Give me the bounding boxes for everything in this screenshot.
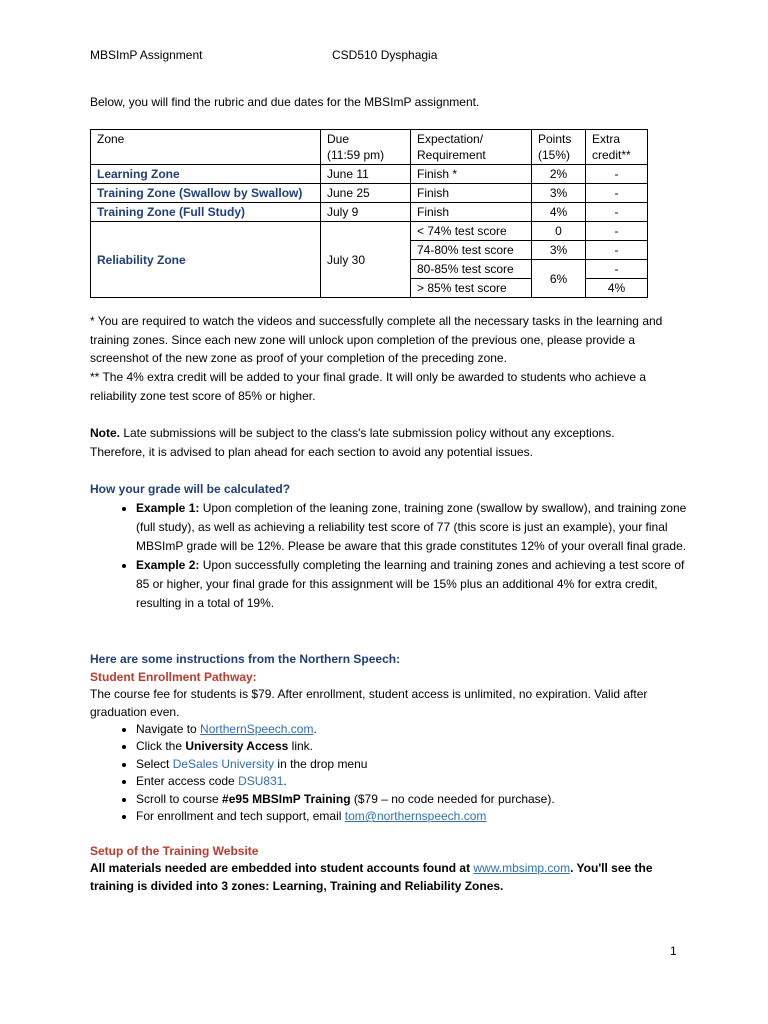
example-text: Upon completion of the leaning zone, training zone (swallow by swallow), and training zone (full study), as well as achieving a reliability test score of 77 (this score is just an example), your final MBSImP grade will be 12%. Please be aware that this grade constitutes 12% of your overall final grade.: [136, 501, 687, 553]
list-item: • Select DeSales University in the drop menu: [136, 756, 696, 773]
points-cell: 0: [532, 222, 586, 241]
extra-cell: -: [586, 241, 648, 260]
intro-text: Below, you will find the rubric and due dates for the MBSImP assignment.: [90, 95, 480, 109]
enrollment-heading: Student Enrollment Pathway:: [90, 670, 257, 684]
page-number: 1: [670, 944, 677, 958]
footnote-double-star: ** The 4% extra credit will be added to your final grade. It will only be awarded to students who achieve a reliability zone test score of 85% or higher.: [90, 370, 647, 403]
requirement-cell: < 74% test score: [411, 222, 532, 241]
northernspeech-link[interactable]: NorthernSpeech.com: [200, 722, 314, 736]
table-row: [91, 222, 648, 241]
points-cell: 3%: [532, 184, 586, 203]
note-text: Late submissions will be subject to the class's late submission policy without any exceptions. Therefore, it is advised to plan ahead for each section to avoid any potential issues.: [90, 426, 615, 459]
enrollment-text: The course fee for students is $79. After enrollment, student access is unlimited, no expiration. Valid after graduation even.: [90, 687, 648, 719]
extra-cell: -: [586, 203, 648, 222]
footnote-star: * You are required to watch the videos and successfully complete all the necessary tasks in the learning and training zones. Since each new zone will unlock upon completion of the previous one, please provide a screenshot of the new zone as proof of your completion of the preceding zone.: [90, 314, 663, 366]
list-item: • For enrollment and tech support, email tom@northernspeech.com: [136, 808, 696, 825]
requirement-cell: 74-80% test score: [411, 241, 532, 260]
extra-cell: -: [586, 222, 648, 241]
footnote-section: [90, 312, 670, 406]
instructions-heading: Here are some instructions from the Northern Speech:: [90, 652, 401, 666]
points-cell: 2%: [532, 165, 586, 184]
setup-heading: Setup of the Training Website: [90, 844, 259, 858]
list-item: • Enter access code DSU831.: [136, 773, 696, 790]
table-row: [91, 203, 648, 222]
enrollment-steps: [112, 721, 696, 825]
zone-cell: Training Zone (Full Study): [91, 203, 321, 222]
extra-cell: -: [586, 260, 648, 279]
table-row: [91, 165, 648, 184]
requirement-cell: > 85% test score: [411, 279, 532, 298]
list-item: [136, 556, 696, 613]
requirement-cell: 80-85% test score: [411, 260, 532, 279]
reliability-due-cell: July 30: [321, 222, 411, 298]
due-cell: June 25: [321, 184, 411, 203]
requirement-cell: Finish: [411, 184, 532, 203]
list-item: • Click the University Access link.: [136, 738, 696, 755]
header-extra: Extra credit**: [586, 130, 648, 165]
extra-cell: -: [586, 184, 648, 203]
examples-list: [112, 499, 696, 613]
setup-text: All materials needed are embedded into student accounts found at www.mbsimp.com. You'll see the training is divided into 3 zones: Learning, Training and Reliability Zones.: [90, 861, 653, 893]
table-header-row: [91, 130, 648, 165]
header-due: Due (11:59 pm): [321, 130, 411, 165]
mbsimp-link[interactable]: www.mbsimp.com: [473, 861, 571, 875]
list-item: • Scroll to course #e95 MBSImP Training ($79 – no code needed for purchase).: [136, 791, 696, 808]
due-cell: July 9: [321, 203, 411, 222]
due-cell: June 11: [321, 165, 411, 184]
header-points: Points (15%): [532, 130, 586, 165]
requirement-cell: Finish: [411, 203, 532, 222]
note-label: Note.: [90, 426, 120, 440]
table-row: [91, 184, 648, 203]
requirement-cell: Finish *: [411, 165, 532, 184]
list-item: [136, 499, 696, 556]
header-zone: Zone: [91, 130, 321, 165]
header-expectation: Expectation/ Requirement: [411, 130, 532, 165]
points-cell: 4%: [532, 203, 586, 222]
points-cell: 6%: [532, 260, 586, 298]
header-right: CSD510 Dysphagia: [332, 48, 438, 62]
rubric-table: [90, 129, 648, 298]
extra-cell: 4%: [586, 279, 648, 298]
example-label: Example 1:: [136, 501, 200, 515]
zone-cell: Training Zone (Swallow by Swallow): [91, 184, 321, 203]
reliability-zone-cell: Reliability Zone: [91, 222, 321, 298]
email-link[interactable]: tom@northernspeech.com: [344, 809, 487, 824]
late-note: [90, 424, 670, 461]
grade-heading: How your grade will be calculated?: [90, 482, 291, 496]
points-cell: 3%: [532, 241, 586, 260]
extra-cell: -: [586, 165, 648, 184]
zone-cell: Learning Zone: [91, 165, 321, 184]
example-label: Example 2:: [136, 558, 200, 572]
list-item: • Navigate to NorthernSpeech.com.: [136, 721, 696, 738]
header-left: MBSImP Assignment: [90, 48, 203, 62]
example-text: Upon successfully completing the learning and training zones and achieving a test score of 85 or higher, your final grade for this assignment will be 15% plus an additional 4% for extra credit, resulting in a total of 19%.: [136, 558, 685, 610]
